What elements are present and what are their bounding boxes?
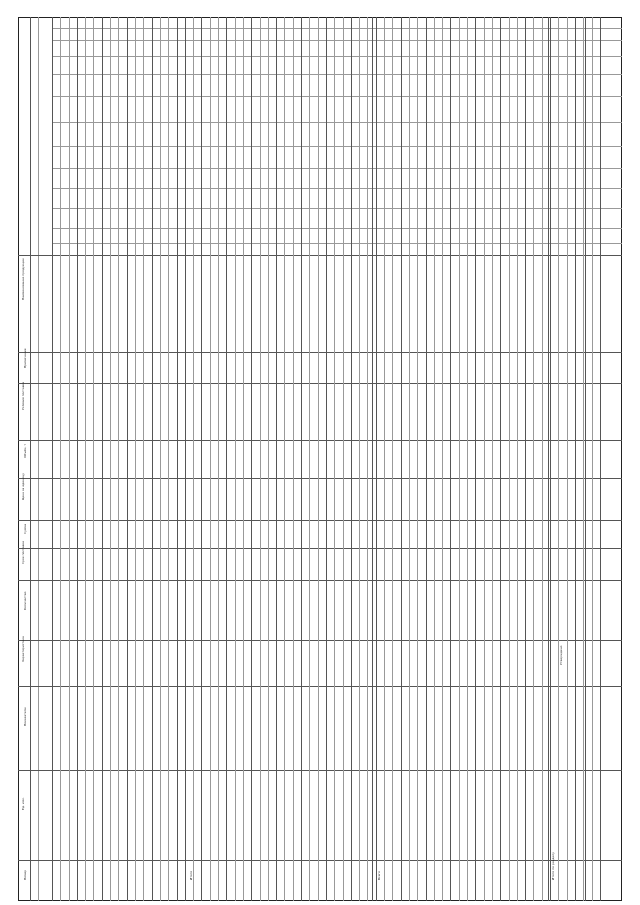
grid-column-line [210,17,211,901]
grid-row-line [18,686,622,687]
grid-column-line [525,17,526,901]
grid-column-line [260,17,261,901]
grid-column-line [359,17,360,901]
grid-column-line [38,17,39,901]
grid-column-line [484,17,485,901]
grid-column-line [442,17,443,901]
grid-column-line [575,17,576,901]
grid-column-line [193,17,194,901]
grid-column-line [467,17,468,901]
grid-column-line [110,17,111,901]
grid-row-line [18,860,622,861]
grid-column-line [160,17,161,901]
grid-column-line [85,17,86,901]
grid-column-line [143,17,144,901]
column-header-label: Примечание [23,348,27,368]
grid-column-line [226,17,227,901]
grid-column-line [585,17,586,901]
grid-column-line [301,17,302,901]
section-label: Итого по разделу [551,852,555,880]
grid-row-line [52,146,622,147]
grid-row-line [52,208,622,209]
grid-column-line [168,17,169,901]
column-header-label: Объём, т [23,443,27,458]
grid-column-line [492,17,493,901]
grid-row-line [18,478,622,479]
grid-row-line [18,520,622,521]
grid-column-line [201,17,202,901]
grid-row-line [52,188,622,189]
grid-column-line [542,17,543,901]
grid-column-line [567,17,568,901]
grid-column-line [118,17,119,901]
grid-column-line [268,17,269,901]
column-header-label: Ед. изм. [21,797,25,810]
grid-row-line [18,770,622,771]
grid-column-line [235,17,236,901]
grid-column-line [475,17,476,901]
column-header-label: Номер [23,869,27,880]
grid-column-line [600,17,601,901]
grid-column-line [392,17,393,901]
grid-row-line [52,28,622,29]
grid-column-line [517,17,518,901]
grid-row-line [18,352,622,353]
grid-row-line [52,56,622,57]
grid-column-line [533,17,534,901]
grid-column-line [77,17,78,901]
column-header-label: Количество [23,591,27,610]
column-header-label: Условия поставки [21,381,25,410]
grid-column-line [583,17,584,901]
column-header-label: Наименование продукции [21,258,25,300]
grid-column-line [309,17,310,901]
grid-column-line [450,17,451,901]
grid-column-line [434,17,435,901]
grid-column-line [251,17,252,901]
grid-row-line [52,74,622,75]
grid-column-line [459,17,460,901]
column-header-label: Характеристика [21,636,25,662]
grid-row-line [52,228,622,229]
grid-row-line [52,243,622,244]
grid-column-line [284,17,285,901]
section-label: Итого [189,870,193,880]
grid-column-line [500,17,501,901]
grid-column-line [592,17,593,901]
grid-column-line [384,17,385,901]
grid-column-line [218,17,219,901]
column-header-label: Срок поставки [21,540,25,564]
column-header-label: Цена за единицу [21,473,25,500]
grid-column-line [243,17,244,901]
column-header-label: Сумма [23,523,27,534]
grid-row-line [18,255,622,256]
grid-column-line [93,17,94,901]
grid-column-line [409,17,410,901]
table-border [18,17,622,901]
grid-row-line [18,580,622,581]
grid-column-line [343,17,344,901]
grid-column-line [318,17,319,901]
grid-column-line [376,17,377,901]
grid-column-line [326,17,327,901]
grid-column-line [177,17,178,901]
grid-column-line [550,17,551,901]
grid-row-line [52,40,622,41]
grid-row-line [18,548,622,549]
grid-column-line [52,17,53,901]
grid-column-line [367,17,368,901]
grid-column-line [334,17,335,901]
grid-row-line [18,640,622,641]
grid-column-line [276,17,277,901]
grid-column-line [401,17,402,901]
grid-row-line [52,122,622,123]
grid-column-line [102,17,103,901]
grid-column-line [509,17,510,901]
grid-column-line [558,17,559,901]
grid-column-line [417,17,418,901]
grid-column-line [30,17,31,901]
grid-column-line [372,17,373,901]
column-header-label: Показатели [23,707,27,726]
grid-column-line [426,17,427,901]
grid-column-line [60,17,61,901]
section-label: Всего [377,871,381,880]
grid-row-line [18,440,622,441]
grid-row-line [52,168,622,169]
footer-note: Утверждено [559,645,563,665]
grid-column-line [293,17,294,901]
grid-column-line [548,17,549,901]
grid-column-line [127,17,128,901]
grid-column-line [135,17,136,901]
grid-column-line [69,17,70,901]
grid-column-line [185,17,186,901]
grid-column-line [152,17,153,901]
grid-column-line [351,17,352,901]
grid-row-line [18,383,622,384]
grid-row-line [52,96,622,97]
